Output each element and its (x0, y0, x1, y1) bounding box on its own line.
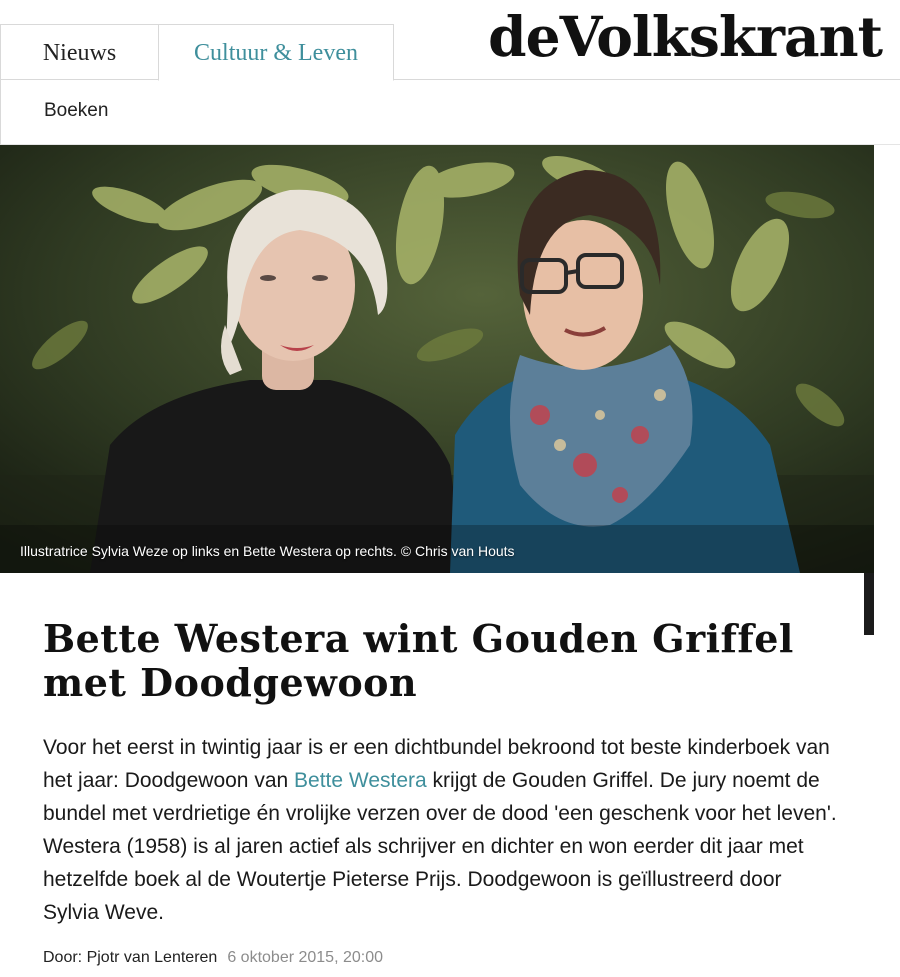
site-header (0, 0, 900, 80)
byline-date: 6 oktober 2015, 20:00 (227, 949, 384, 966)
byline (43, 949, 383, 967)
lead-text-end: krijgt de Gouden Griffel. De jury noemt de bundel met verdrietige én vrolijke verzen over de dood 'een geschenk voor het leven'. Westera (1958) is al jaren actief als schrijver en dichter en won eerder dit jaar met hetzelfde boek al de Woutertje Pieterse Prijs. Doodgewoon is geïllustreerd door Sylvia Weve. (43, 769, 837, 924)
article-lead (43, 731, 843, 929)
photo-edge (864, 573, 874, 635)
tab-cultuur-leven[interactable]: Cultuur & Leven (158, 24, 394, 81)
subnav-item-boeken[interactable]: Boeken (44, 100, 109, 121)
photo-caption: Illustratrice Sylvia Weze op links en Bette Westera op rechts. © Chris van Houts (20, 543, 515, 559)
hero-photo-illustration (0, 145, 874, 573)
lead-text-start: Voor het eerst in twintig jaar is er een dichtbundel bekroond tot beste kinderboek van het jaar: Doodgewoon van (43, 736, 830, 792)
author-link[interactable]: Bette Westera (294, 769, 427, 792)
section-subnav (0, 80, 900, 145)
article-headline: Bette Westera wint Gouden Griffel met Doodgewoon (43, 616, 794, 705)
byline-author: Door: Pjotr van Lenteren (43, 949, 218, 966)
site-logo[interactable]: deVolkskrant (488, 4, 882, 69)
article (0, 573, 864, 977)
hero-photo (0, 145, 874, 573)
tab-nieuws[interactable]: Nieuws (0, 24, 158, 80)
